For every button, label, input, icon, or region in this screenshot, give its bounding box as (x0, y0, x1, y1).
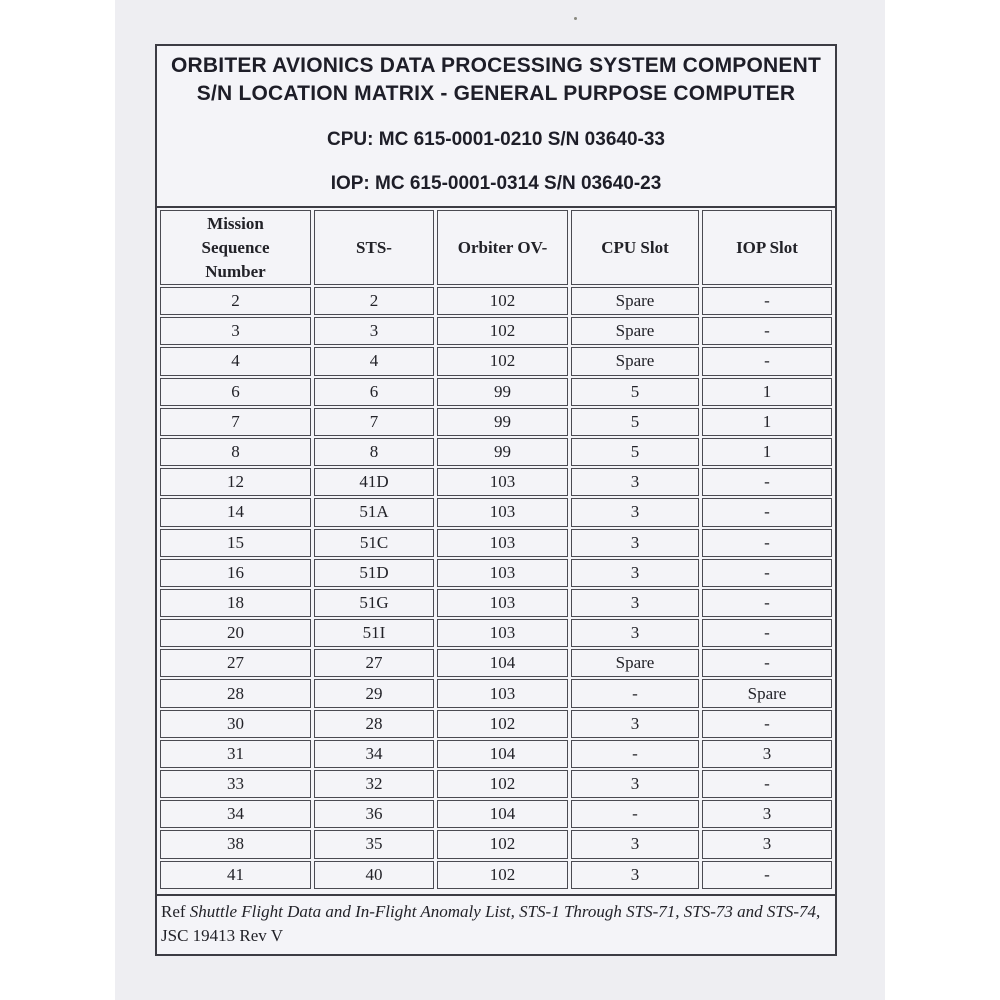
cell-orbiter: 102 (437, 317, 568, 345)
cell-sts: 28 (314, 710, 434, 738)
cell-mission-sequence: 6 (160, 378, 311, 406)
cell-sts: 27 (314, 649, 434, 677)
cell-mission-sequence: 34 (160, 800, 311, 828)
cell-cpu-slot: 3 (571, 529, 699, 557)
cell-iop-slot: Spare (702, 679, 832, 707)
cell-sts: 32 (314, 770, 434, 798)
cell-orbiter: 104 (437, 740, 568, 768)
table-row (160, 347, 832, 375)
cell-iop-slot: - (702, 710, 832, 738)
table-row (160, 317, 832, 345)
cell-mission-sequence: 30 (160, 710, 311, 738)
cell-sts: 7 (314, 408, 434, 436)
cell-sts: 51D (314, 559, 434, 587)
reference-suffix: , JSC 19413 Rev V (161, 902, 821, 945)
cell-cpu-slot: - (571, 679, 699, 707)
cell-orbiter: 103 (437, 559, 568, 587)
cell-sts: 51G (314, 589, 434, 617)
cell-mission-sequence: 38 (160, 830, 311, 858)
cell-iop-slot: - (702, 317, 832, 345)
cell-sts: 40 (314, 861, 434, 889)
title-line-2: S/N LOCATION MATRIX - GENERAL PURPOSE COMPUTER (196, 82, 796, 105)
cell-cpu-slot: Spare (571, 347, 699, 375)
cell-cpu-slot: - (571, 740, 699, 768)
table-row (160, 408, 832, 436)
cell-cpu-slot: - (571, 800, 699, 828)
cell-cpu-slot: 3 (571, 770, 699, 798)
cell-cpu-slot: 5 (571, 438, 699, 466)
cell-sts: 41D (314, 468, 434, 496)
cell-cpu-slot: Spare (571, 317, 699, 345)
cell-mission-sequence: 12 (160, 468, 311, 496)
cell-cpu-slot: Spare (571, 287, 699, 315)
cell-sts: 51A (314, 498, 434, 526)
table-row (160, 649, 832, 677)
document-header (157, 46, 835, 208)
paper-speck (574, 17, 577, 20)
header-col-cpu-slot: CPU Slot (571, 210, 699, 285)
cell-mission-sequence: 33 (160, 770, 311, 798)
cell-iop-slot: - (702, 770, 832, 798)
cell-sts: 36 (314, 800, 434, 828)
table-header-row (160, 210, 832, 285)
cell-mission-sequence: 41 (160, 861, 311, 889)
table-row (160, 438, 832, 466)
cell-iop-slot: 3 (702, 830, 832, 858)
cell-sts: 29 (314, 679, 434, 707)
cell-orbiter: 103 (437, 679, 568, 707)
cell-sts: 8 (314, 438, 434, 466)
table-row (160, 468, 832, 496)
reference-prefix: Ref (161, 902, 190, 921)
cell-orbiter: 104 (437, 649, 568, 677)
location-matrix-table (157, 208, 835, 891)
table-row (160, 710, 832, 738)
cell-cpu-slot: 3 (571, 710, 699, 738)
cell-cpu-slot: 3 (571, 498, 699, 526)
cell-orbiter: 102 (437, 287, 568, 315)
cell-iop-slot: - (702, 649, 832, 677)
table-row (160, 861, 832, 889)
table-row (160, 800, 832, 828)
cell-sts: 6 (314, 378, 434, 406)
cell-iop-slot: - (702, 619, 832, 647)
cell-cpu-slot: 3 (571, 559, 699, 587)
cell-mission-sequence: 7 (160, 408, 311, 436)
cell-mission-sequence: 20 (160, 619, 311, 647)
cell-cpu-slot: 5 (571, 408, 699, 436)
cell-sts: 35 (314, 830, 434, 858)
reference-note (157, 894, 835, 954)
cell-mission-sequence: 14 (160, 498, 311, 526)
cell-mission-sequence: 28 (160, 679, 311, 707)
table-row (160, 287, 832, 315)
cell-mission-sequence: 16 (160, 559, 311, 587)
cell-iop-slot: 1 (702, 438, 832, 466)
header-col-mission-sequence: Mission Sequence Number (160, 210, 311, 285)
table-body (160, 287, 832, 889)
cell-mission-sequence: 15 (160, 529, 311, 557)
cpu-part-number: CPU: MC 615-0001-0210 S/N 03640-33 (327, 129, 665, 150)
cell-orbiter: 103 (437, 589, 568, 617)
cell-mission-sequence: 18 (160, 589, 311, 617)
reference-title: Shuttle Flight Data and In-Flight Anomaly List, STS-1 Through STS-71, STS-73 and STS-74 (189, 902, 816, 921)
table-row (160, 830, 832, 858)
cell-orbiter: 99 (437, 408, 568, 436)
cell-orbiter: 102 (437, 861, 568, 889)
document-frame (155, 44, 837, 956)
table-row (160, 559, 832, 587)
cell-mission-sequence: 3 (160, 317, 311, 345)
cell-orbiter: 103 (437, 619, 568, 647)
cell-iop-slot: - (702, 589, 832, 617)
cell-sts: 34 (314, 740, 434, 768)
header-col-orbiter: Orbiter OV- (437, 210, 568, 285)
cell-sts: 4 (314, 347, 434, 375)
cell-cpu-slot: 3 (571, 468, 699, 496)
cell-orbiter: 102 (437, 347, 568, 375)
cell-orbiter: 103 (437, 529, 568, 557)
cell-iop-slot: 1 (702, 408, 832, 436)
cell-mission-sequence: 8 (160, 438, 311, 466)
header-col-iop-slot: IOP Slot (702, 210, 832, 285)
cell-iop-slot: - (702, 287, 832, 315)
cell-mission-sequence: 4 (160, 347, 311, 375)
cell-sts: 51I (314, 619, 434, 647)
table-row (160, 619, 832, 647)
cell-sts: 51C (314, 529, 434, 557)
cell-iop-slot: - (702, 347, 832, 375)
cell-cpu-slot: 5 (571, 378, 699, 406)
cell-mission-sequence: 31 (160, 740, 311, 768)
table-row (160, 529, 832, 557)
cell-cpu-slot: 3 (571, 861, 699, 889)
cell-cpu-slot: Spare (571, 649, 699, 677)
cell-iop-slot: 1 (702, 378, 832, 406)
table-row (160, 740, 832, 768)
cell-orbiter: 102 (437, 710, 568, 738)
table-row (160, 498, 832, 526)
header-col-sts: STS- (314, 210, 434, 285)
cell-cpu-slot: 3 (571, 589, 699, 617)
cell-iop-slot: - (702, 861, 832, 889)
table-row (160, 679, 832, 707)
cell-iop-slot: - (702, 468, 832, 496)
cell-cpu-slot: 3 (571, 619, 699, 647)
cell-orbiter: 99 (437, 378, 568, 406)
cell-mission-sequence: 27 (160, 649, 311, 677)
title-line-1: ORBITER AVIONICS DATA PROCESSING SYSTEM COMPONENT (171, 54, 821, 77)
cell-iop-slot: - (702, 498, 832, 526)
cell-orbiter: 99 (437, 438, 568, 466)
cell-iop-slot: 3 (702, 740, 832, 768)
cell-mission-sequence: 2 (160, 287, 311, 315)
cell-cpu-slot: 3 (571, 830, 699, 858)
table-row (160, 770, 832, 798)
table-row (160, 378, 832, 406)
cell-orbiter: 103 (437, 468, 568, 496)
cell-iop-slot: - (702, 529, 832, 557)
cell-sts: 3 (314, 317, 434, 345)
cell-orbiter: 104 (437, 800, 568, 828)
cell-iop-slot: - (702, 559, 832, 587)
table-row (160, 589, 832, 617)
document-title (157, 46, 835, 108)
cell-orbiter: 102 (437, 830, 568, 858)
cell-sts: 2 (314, 287, 434, 315)
cell-orbiter: 103 (437, 498, 568, 526)
iop-part-number: IOP: MC 615-0001-0314 S/N 03640-23 (330, 173, 662, 194)
cell-iop-slot: 3 (702, 800, 832, 828)
cell-orbiter: 102 (437, 770, 568, 798)
